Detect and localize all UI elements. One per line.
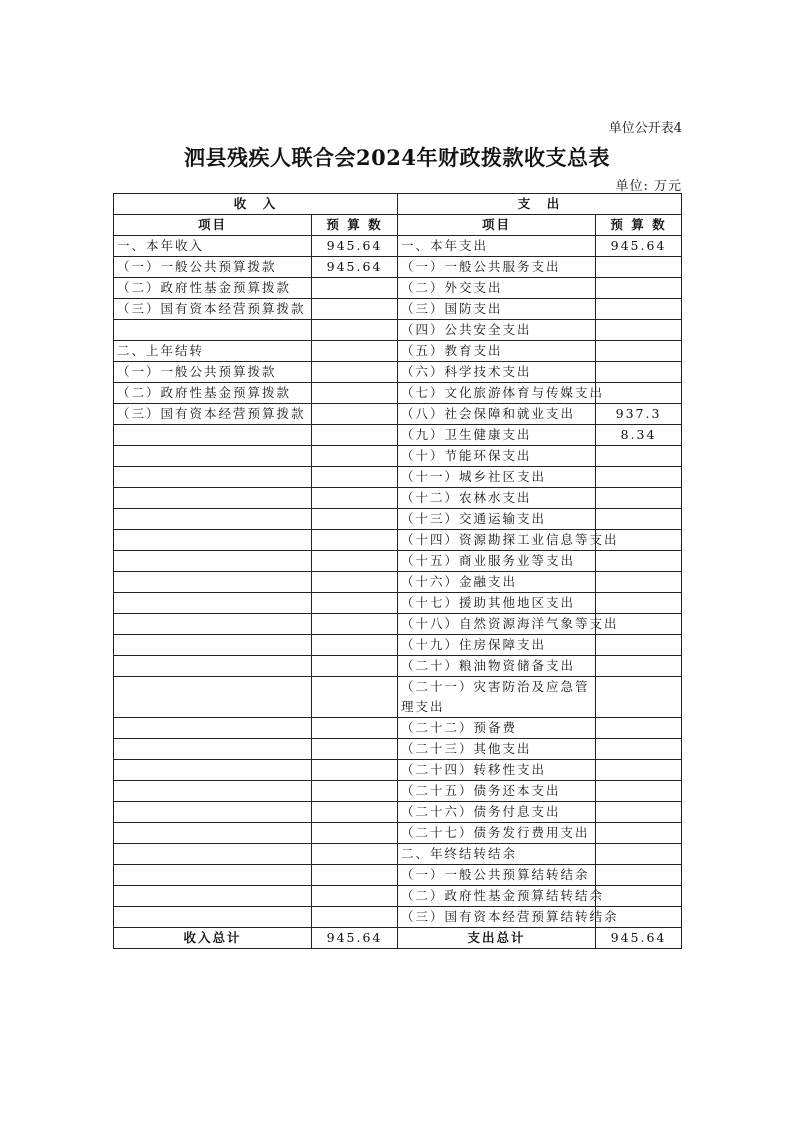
expense-item-cell: （二）外交支出 xyxy=(398,278,596,299)
income-value-cell xyxy=(312,635,398,656)
table-row xyxy=(114,551,682,572)
expense-item-cell: （二十七）债务发行费用支出 xyxy=(398,823,596,844)
expense-budget-header: 预 算 数 xyxy=(596,215,682,236)
income-section-header: 收 入 xyxy=(114,194,398,215)
table-row xyxy=(114,656,682,677)
table-row xyxy=(114,802,682,823)
expense-value-cell xyxy=(596,299,682,320)
income-value-cell xyxy=(312,802,398,823)
table-row xyxy=(114,844,682,865)
expense-value-cell xyxy=(596,886,682,907)
table-row xyxy=(114,446,682,467)
expense-item-cell: （二十五）债务还本支出 xyxy=(398,781,596,802)
income-item-cell: （三）国有资本经营预算拨款 xyxy=(114,299,312,320)
table-row xyxy=(114,865,682,886)
income-item-cell xyxy=(114,844,312,865)
income-value-cell xyxy=(312,781,398,802)
expense-value-cell xyxy=(596,781,682,802)
expense-value-cell xyxy=(596,593,682,614)
income-total-value: 945.64 xyxy=(312,928,398,949)
income-item-cell xyxy=(114,802,312,823)
expense-value-cell: 8.34 xyxy=(596,425,682,446)
income-item-cell: （二）政府性基金预算拨款 xyxy=(114,383,312,404)
table-row xyxy=(114,467,682,488)
table-row xyxy=(114,593,682,614)
table-row xyxy=(114,886,682,907)
income-item-cell xyxy=(114,467,312,488)
table-row xyxy=(114,257,682,278)
expense-item-cell: （二十三）其他支出 xyxy=(398,739,596,760)
expense-item-cell: （十九）住房保障支出 xyxy=(398,635,596,656)
expense-value-cell xyxy=(596,718,682,739)
table-row xyxy=(114,614,682,635)
totals-row xyxy=(114,928,682,949)
expense-item-cell: （六）科学技术支出 xyxy=(398,362,596,383)
table-row xyxy=(114,425,682,446)
expense-item-cell: （九）卫生健康支出 xyxy=(398,425,596,446)
expense-item-cell: （四）公共安全支出 xyxy=(398,320,596,341)
income-value-cell xyxy=(312,404,398,425)
expense-value-cell xyxy=(596,865,682,886)
expense-value-cell: 945.64 xyxy=(596,236,682,257)
income-value-cell: 945.64 xyxy=(312,236,398,257)
unit-label: 单位: 万元 xyxy=(615,179,682,194)
table-row xyxy=(114,278,682,299)
income-value-cell xyxy=(312,677,398,718)
table-row xyxy=(114,760,682,781)
expense-item-cell: （十二）农林水支出 xyxy=(398,488,596,509)
expense-section-header: 支 出 xyxy=(398,194,682,215)
income-item-cell: 二、上年结转 xyxy=(114,341,312,362)
income-value-cell xyxy=(312,572,398,593)
table-row xyxy=(114,236,682,257)
income-value-cell xyxy=(312,467,398,488)
income-item-cell: （一）一般公共预算拨款 xyxy=(114,257,312,278)
table-row xyxy=(114,677,682,718)
expense-value-cell xyxy=(596,488,682,509)
budget-table-body xyxy=(114,194,682,949)
income-total-label: 收入总计 xyxy=(114,928,312,949)
expense-value-cell xyxy=(596,635,682,656)
expense-item-cell: （十六）金融支出 xyxy=(398,572,596,593)
income-value-cell xyxy=(312,362,398,383)
income-item-header: 项目 xyxy=(114,215,312,236)
income-budget-header: 预 算 数 xyxy=(312,215,398,236)
income-item-cell xyxy=(114,551,312,572)
expense-value-cell xyxy=(596,509,682,530)
expense-value-cell xyxy=(596,320,682,341)
income-value-cell xyxy=(312,907,398,928)
expense-value-cell xyxy=(596,572,682,593)
income-value-cell xyxy=(312,446,398,467)
expense-value-cell xyxy=(596,278,682,299)
expense-item-cell: （一）一般公共预算结转结余 xyxy=(398,865,596,886)
income-value-cell xyxy=(312,299,398,320)
expense-item-cell: （八）社会保障和就业支出 xyxy=(398,404,596,425)
income-value-cell xyxy=(312,760,398,781)
income-value-cell xyxy=(312,614,398,635)
income-item-cell xyxy=(114,886,312,907)
budget-table xyxy=(113,193,682,949)
table-row xyxy=(114,572,682,593)
expense-value-cell xyxy=(596,656,682,677)
income-value-cell xyxy=(312,383,398,404)
expense-item-cell: （三）国有资本经营预算结转结余 xyxy=(398,907,596,928)
table-row xyxy=(114,635,682,656)
income-item-cell xyxy=(114,530,312,551)
table-row xyxy=(114,299,682,320)
table-row xyxy=(114,509,682,530)
expense-item-cell: （十四）资源勘探工业信息等支出 xyxy=(398,530,596,551)
table-row xyxy=(114,488,682,509)
table-row xyxy=(114,362,682,383)
expense-value-cell xyxy=(596,257,682,278)
expense-item-cell: （十）节能环保支出 xyxy=(398,446,596,467)
income-item-cell xyxy=(114,488,312,509)
table-row xyxy=(114,320,682,341)
table-row xyxy=(114,383,682,404)
expense-value-cell xyxy=(596,446,682,467)
income-value-cell xyxy=(312,278,398,299)
income-item-cell xyxy=(114,614,312,635)
expense-value-cell xyxy=(596,823,682,844)
expense-item-cell: （二十二）预备费 xyxy=(398,718,596,739)
income-value-cell xyxy=(312,425,398,446)
expense-value-cell xyxy=(596,739,682,760)
table-number: 单位公开表4 xyxy=(608,121,682,136)
income-value-cell xyxy=(312,739,398,760)
expense-value-cell xyxy=(596,802,682,823)
income-value-cell xyxy=(312,656,398,677)
expense-item-cell: （十八）自然资源海洋气象等支出 xyxy=(398,614,596,635)
income-value-cell xyxy=(312,844,398,865)
income-item-cell xyxy=(114,656,312,677)
income-value-cell: 945.64 xyxy=(312,257,398,278)
income-item-cell xyxy=(114,865,312,886)
income-item-cell: （二）政府性基金预算拨款 xyxy=(114,278,312,299)
income-item-cell xyxy=(114,718,312,739)
table-row xyxy=(114,781,682,802)
expense-value-cell xyxy=(596,341,682,362)
income-item-cell xyxy=(114,320,312,341)
table-row xyxy=(114,907,682,928)
income-item-cell xyxy=(114,572,312,593)
expense-item-cell: （二十）粮油物资储备支出 xyxy=(398,656,596,677)
table-row xyxy=(114,718,682,739)
income-item-cell: 一、本年收入 xyxy=(114,236,312,257)
expense-value-cell xyxy=(596,844,682,865)
income-item-cell: （一）一般公共预算拨款 xyxy=(114,362,312,383)
expense-total-label: 支出总计 xyxy=(398,928,596,949)
expense-value-cell: 937.3 xyxy=(596,404,682,425)
expense-item-cell: （二十一）灾害防治及应急管理支出 xyxy=(398,677,596,718)
expense-item-cell: （三）国防支出 xyxy=(398,299,596,320)
income-item-cell xyxy=(114,781,312,802)
income-item-cell xyxy=(114,677,312,718)
table-row xyxy=(114,739,682,760)
expense-item-header: 项目 xyxy=(398,215,596,236)
expense-item-cell: （一）一般公共服务支出 xyxy=(398,257,596,278)
expense-item-cell: （十一）城乡社区支出 xyxy=(398,467,596,488)
expense-value-cell xyxy=(596,551,682,572)
table-row xyxy=(114,823,682,844)
income-item-cell xyxy=(114,739,312,760)
income-value-cell xyxy=(312,551,398,572)
expense-item-cell: （二）政府性基金预算结转结余 xyxy=(398,886,596,907)
expense-total-value: 945.64 xyxy=(596,928,682,949)
income-item-cell: （三）国有资本经营预算拨款 xyxy=(114,404,312,425)
table-row xyxy=(114,404,682,425)
income-value-cell xyxy=(312,823,398,844)
table-row xyxy=(114,341,682,362)
expense-item-cell: （五）教育支出 xyxy=(398,341,596,362)
income-value-cell xyxy=(312,886,398,907)
income-value-cell xyxy=(312,593,398,614)
expense-value-cell xyxy=(596,467,682,488)
income-value-cell xyxy=(312,865,398,886)
income-item-cell xyxy=(114,509,312,530)
income-value-cell xyxy=(312,320,398,341)
expense-item-cell: （七）文化旅游体育与传媒支出 xyxy=(398,383,596,404)
income-value-cell xyxy=(312,341,398,362)
income-item-cell xyxy=(114,907,312,928)
expense-item-cell: （十五）商业服务业等支出 xyxy=(398,551,596,572)
income-value-cell xyxy=(312,488,398,509)
income-item-cell xyxy=(114,760,312,781)
expense-value-cell xyxy=(596,677,682,718)
income-value-cell xyxy=(312,509,398,530)
expense-value-cell xyxy=(596,760,682,781)
table-row xyxy=(114,530,682,551)
expense-item-cell: （二十四）转移性支出 xyxy=(398,760,596,781)
income-item-cell xyxy=(114,823,312,844)
expense-item-cell: 二、年终结转结余 xyxy=(398,844,596,865)
income-item-cell xyxy=(114,425,312,446)
expense-item-cell: 一、本年支出 xyxy=(398,236,596,257)
income-value-cell xyxy=(312,530,398,551)
expense-item-cell: （十三）交通运输支出 xyxy=(398,509,596,530)
expense-item-cell: （二十六）债务付息支出 xyxy=(398,802,596,823)
expense-value-cell xyxy=(596,362,682,383)
page-title: 泗县残疾人联合会2024年财政拨款收支总表 xyxy=(184,145,610,170)
expense-value-cell xyxy=(596,383,682,404)
income-value-cell xyxy=(312,718,398,739)
income-item-cell xyxy=(114,635,312,656)
income-item-cell xyxy=(114,446,312,467)
column-header-row xyxy=(114,215,682,236)
expense-item-cell: （十七）援助其他地区支出 xyxy=(398,593,596,614)
income-item-cell xyxy=(114,593,312,614)
section-header-row xyxy=(114,194,682,215)
